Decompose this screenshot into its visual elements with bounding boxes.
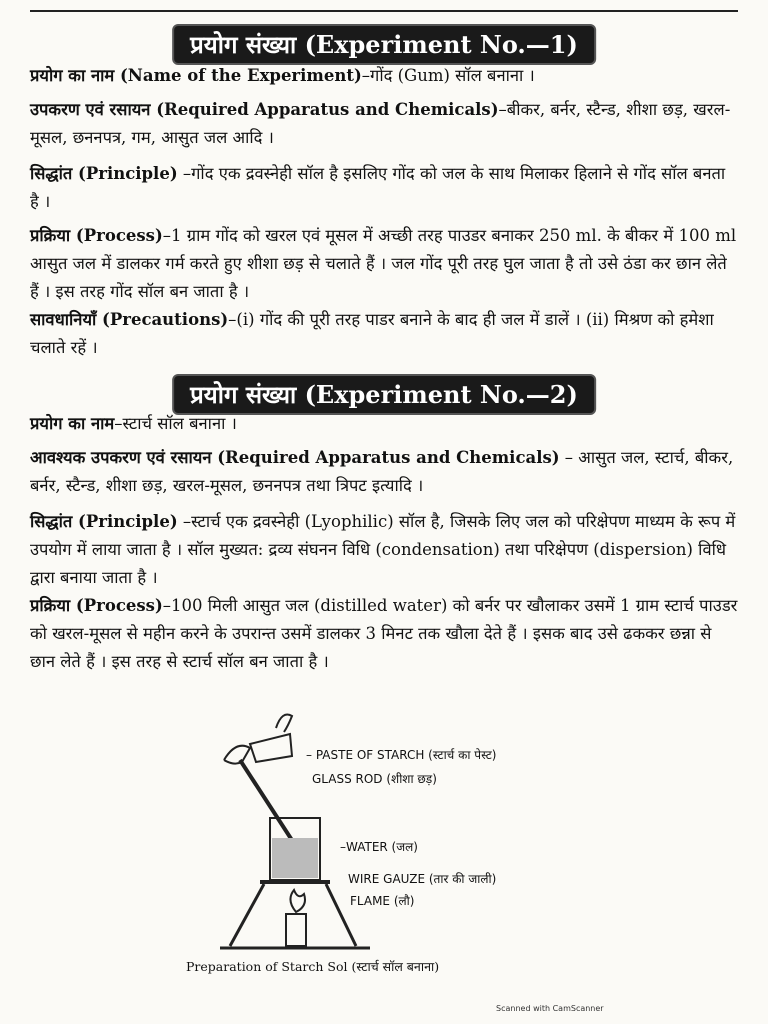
exp1-process <box>30 222 738 306</box>
exp2-name-label: प्रयोग का नाम <box>30 414 115 433</box>
exp1-name-text: –गोंद (Gum) सॉल बनाना । <box>361 66 535 85</box>
exp1-principle <box>30 160 738 216</box>
exp1-apparatus-text: –बीकर, बर्नर, स्टैन्ड, शीशा छड़, खरल-मूसल, छननपत्र, गम, आसुत जल आदि । <box>30 100 731 147</box>
exp1-precautions-text: –(i) गोंद की पूरी तरह पाडर बनाने के बाद ही जल में डालें । (ii) मिश्रण को हमेशा चलाते रहें । <box>30 310 714 357</box>
exp2-name <box>30 410 738 438</box>
flame-icon <box>290 890 305 912</box>
label-paste: – PASTE OF STARCH (स्टार्च का पेस्ट) <box>306 748 497 762</box>
exp1-precautions <box>30 306 738 362</box>
experiment-1-heading: प्रयोग संख्या (Experiment No.—1) <box>172 24 596 65</box>
exp1-name <box>30 62 738 90</box>
top-rule <box>30 10 738 12</box>
label-wire-gauze: WIRE GAUZE (तार की जाली) <box>348 872 497 886</box>
label-glass-rod: GLASS ROD (शीशा छड़) <box>312 772 437 786</box>
exp1-principle-text: –गोंद एक द्रवस्नेही सॉल है इसलिए गोंद को जल के साथ मिलाकर हिलाने से गोंद सॉल बनता है । <box>30 164 726 211</box>
tripod-leg-left <box>230 884 264 946</box>
exp1-name-label: प्रयोग का नाम (Name of the Experiment) <box>30 66 362 85</box>
exp2-principle-label: सिद्धांत (Principle) <box>30 512 178 531</box>
exp1-process-label: प्रक्रिया (Process) <box>30 226 163 245</box>
exp2-process <box>30 592 738 676</box>
starch-sol-apparatus-figure <box>180 700 600 980</box>
exp2-process-label: प्रक्रिया (Process) <box>30 596 163 615</box>
exp1-precautions-label: सावधानियाँ (Precautions) <box>30 310 229 329</box>
burner <box>286 914 306 946</box>
figure-caption: Preparation of Starch Sol (स्टार्च सॉल बनाना) <box>186 959 440 974</box>
exp2-apparatus <box>30 444 738 500</box>
exp1-apparatus-label: उपकरण एवं रसायन (Required Apparatus and Chemicals) <box>30 100 499 119</box>
exp2-name-text: –स्टार्च सॉल बनाना । <box>114 414 237 433</box>
exp1-process-text: –1 ग्राम गोंद को खरल एवं मूसल में अच्छी तरह पाउडर बनाकर 250 ml. के बीकर में 100 ml आसुत जल में डालकर गर्म करते हुए शीशा छड़ से चलाते हैं । जल गोंद पूरी तरह घुल जाता है तो उसे ठंडा कर छान लेते हैं । इस तरह गोंद सॉल बन जाता है । <box>30 226 737 301</box>
scanner-watermark: Scanned with CamScanner <box>496 1004 604 1013</box>
exp1-principle-label: सिद्धांत (Principle) <box>30 164 178 183</box>
exp2-principle <box>30 508 738 592</box>
exp2-process-text: –100 मिली आसुत जल (distilled water) को बर्नर पर खौलाकर उसमें 1 ग्राम स्टार्च पाउडर को खरल-मूसल से महीन करने के उपरान्त उसमें डालकर 3 मिनट तक खौला देते हैं । इसक बाद उसे ढककर छन्ना से छान लेते हैं । इस तरह से स्टार्च सॉल बन जाता है । <box>30 596 738 671</box>
experiment-2-heading: प्रयोग संख्या (Experiment No.—2) <box>172 374 596 415</box>
exp2-principle-text: –स्टार्च एक द्रवस्नेही (Lyophilic) सॉल है, जिसके लिए जल को परिक्षेपण माध्यम के रूप में उपयोग में लाया जाता है । सॉल मुख्यत: द्रव्य संघनन विधि (condensation) तथा परिक्षेपण (dispersion) विधि द्वारा बनाया जाता है । <box>30 512 736 587</box>
paste-container <box>250 734 292 762</box>
apparatus-drawing <box>180 700 600 960</box>
hand-left <box>224 746 250 764</box>
label-flame: FLAME (लौ) <box>350 894 415 908</box>
water-in-beaker <box>272 838 318 878</box>
exp2-apparatus-label: आवश्यक उपकरण एवं रसायन (Required Apparatus and Chemicals) <box>30 448 560 467</box>
exp2-apparatus-text: – आसुत जल, स्टार्च, बीकर, बर्नर, स्टैन्ड, शीशा छड़, खरल-मूसल, छननपत्र तथा त्रिपट इत्यादि । <box>30 448 734 495</box>
hand-top <box>276 715 292 733</box>
exp1-apparatus <box>30 96 738 152</box>
label-water: –WATER (जल) <box>340 840 418 854</box>
